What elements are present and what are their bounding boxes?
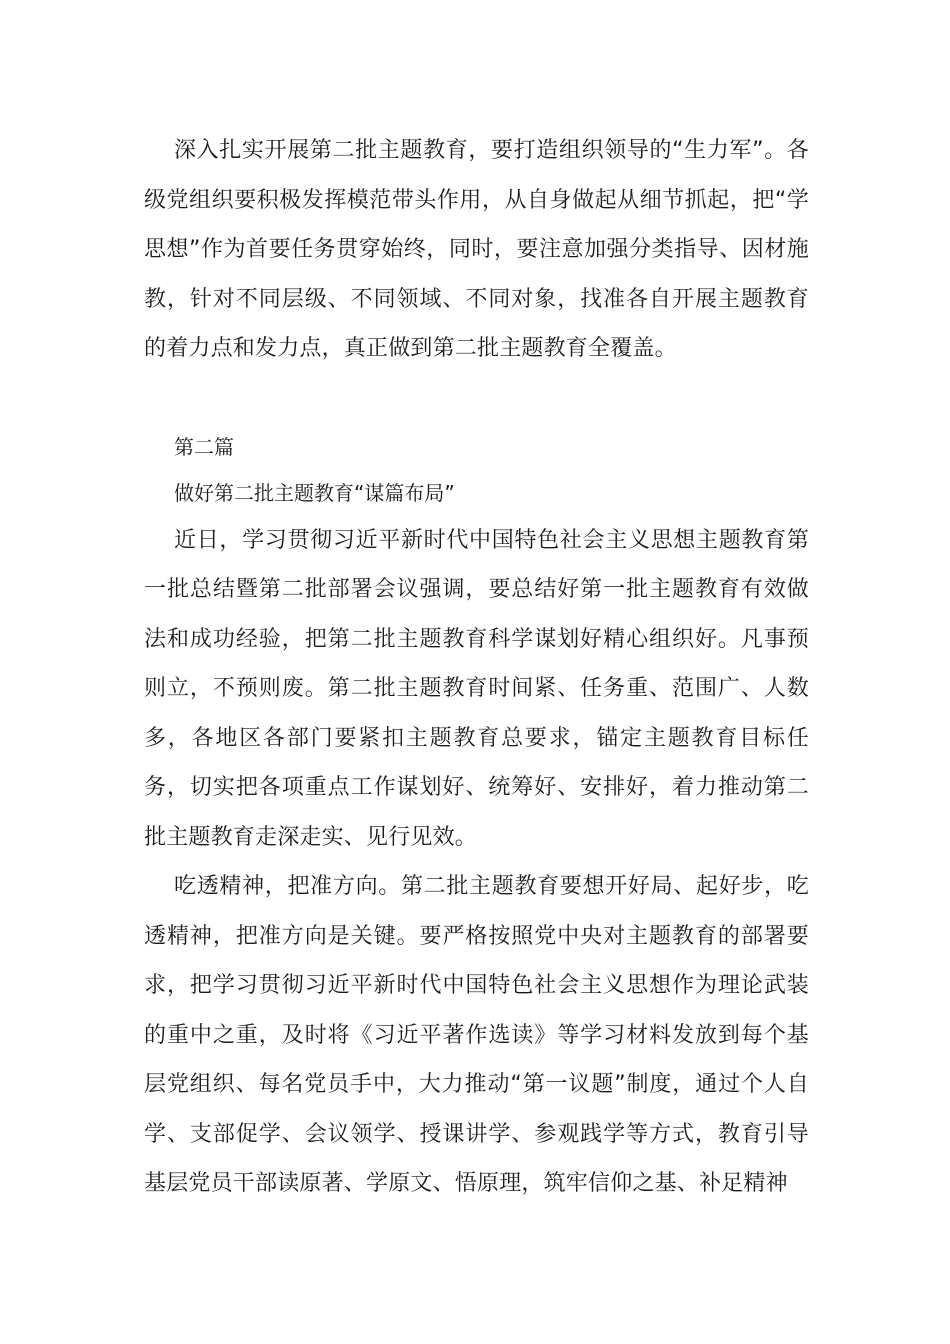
section-gap bbox=[144, 374, 809, 424]
paragraph-3: 吃透精神，把准方向。第二批主题教育要想开好局、起好步，吃透精神，把准方向是关键。要严格按照党中央对主题教育的部署要求，把学习贯彻习近平新时代中国特色社会主义思想作为理论武装的重中之重，及时将《习近平著作选读》等学习材料发放到每个基层党组织、每名党员手中，大力推动“第一议题”制度，通过个人自学、支部促学、会议领学、授课讲学、参观践学等方式，教育引导基层党员干部读原著、学原文、悟原理，筑牢信仰之基、补足精神 bbox=[144, 874, 809, 1196]
paragraph-2: 近日，学习贯彻习近平新时代中国特色社会主义思想主题教育第一批总结暨第二批部署会议强调，要总结好第一批主题教育有效做法和成功经验，把第二批主题教育科学谋划好精心组织好。凡事预则立，不预则废。第二批主题教育时间紧、任务重、范围广、人数多，各地区各部门要紧扣主题教育总要求，锚定主题教育目标任务，切实把各项重点工作谋划好、统筹好、安排好，着力推动第二批主题教育走深走实、见行见效。 bbox=[144, 527, 809, 850]
paragraph-1: 深入扎实开展第二批主题教育，要打造组织领导的“生力军”。各级党组织要积极发挥模范带头作用，从自身做起从细节抓起，把“学思想”作为首要任务贯穿始终，同时，要注意加强分类指导、因材施教，针对不同层级、不同领域、不同对象，找准各自开展主题教育的着力点和发力点，真正做到第二批主题教育全覆盖。 bbox=[144, 138, 809, 361]
section-title: 做好第二批主题教育“谋篇布局” bbox=[174, 480, 455, 505]
section-label: 第二篇 bbox=[174, 434, 234, 459]
document-body bbox=[144, 126, 809, 1209]
